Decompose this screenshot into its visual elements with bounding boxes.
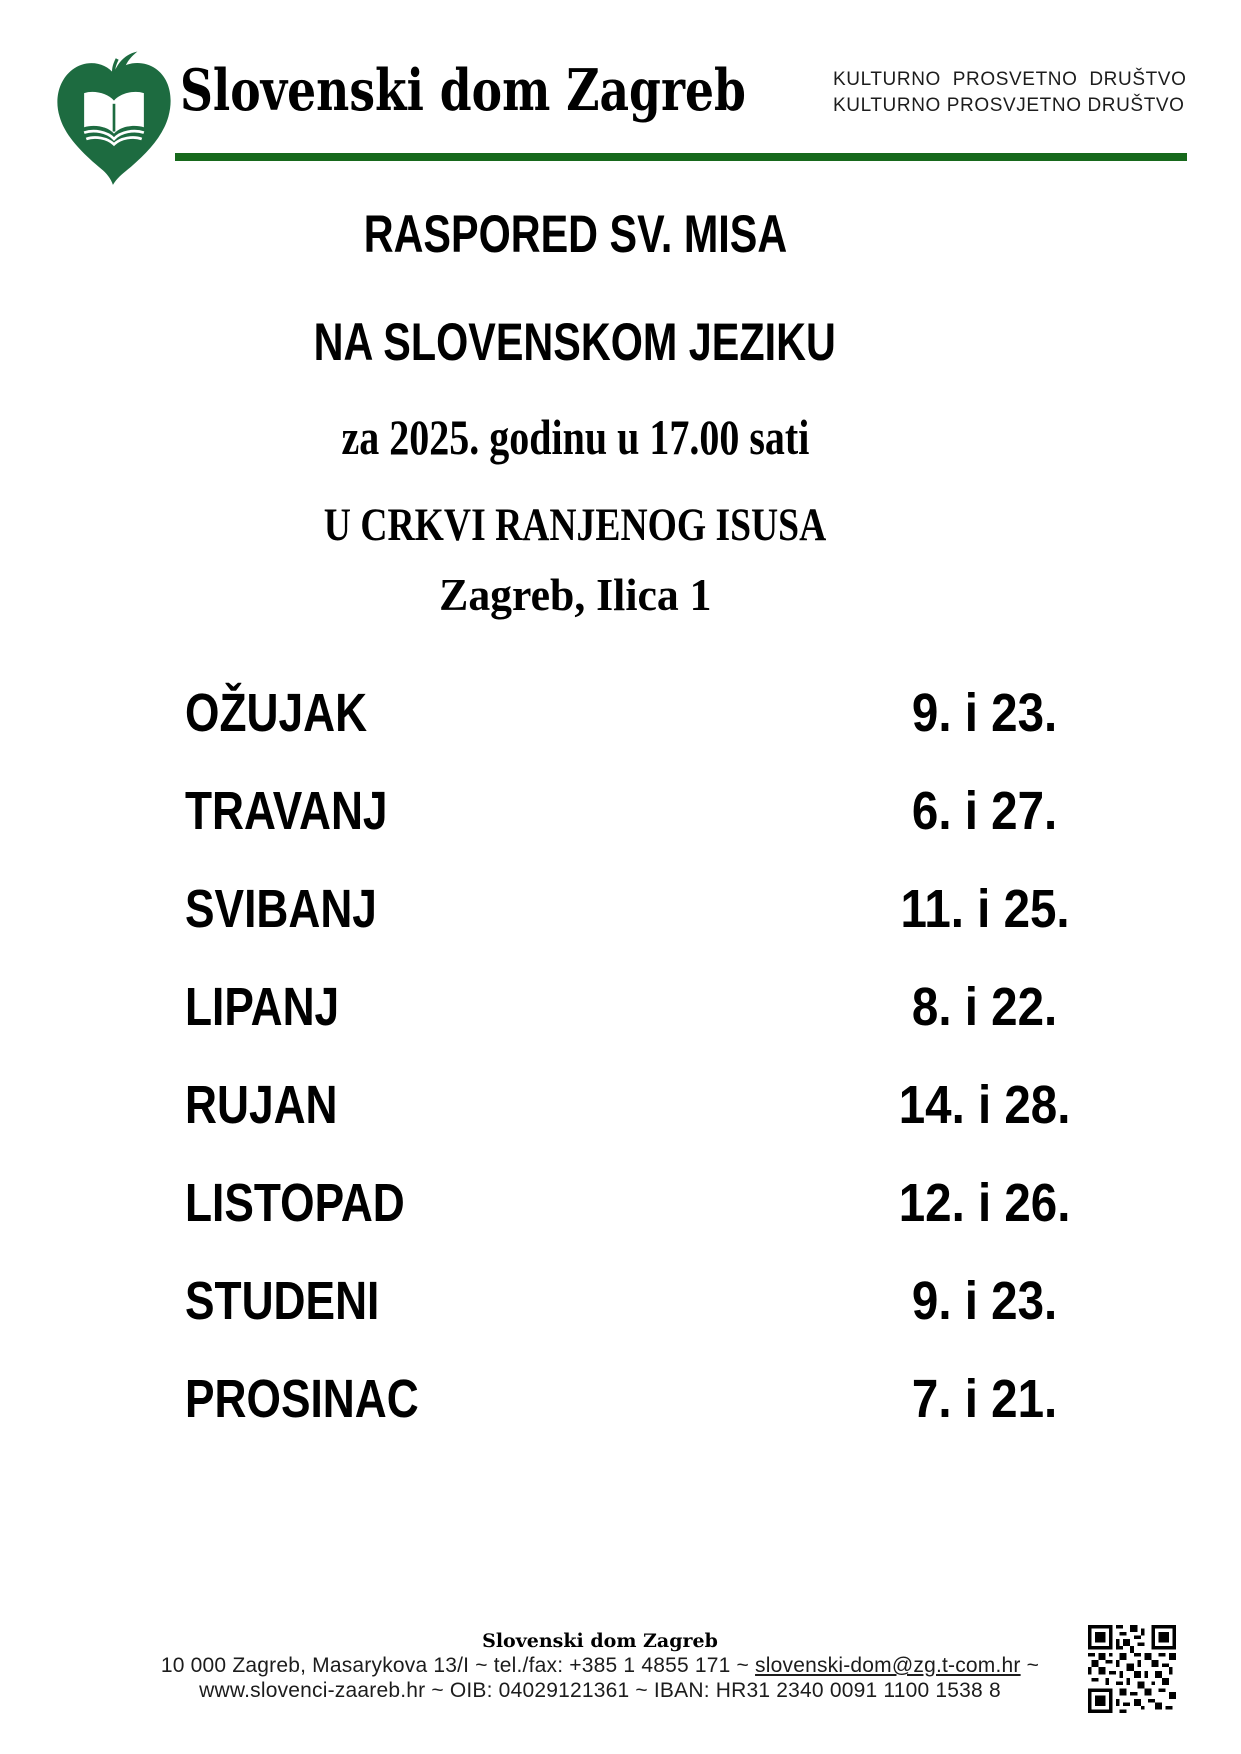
footer <box>0 1630 1200 1703</box>
doc-subtitle-church: U CRKVI RANJENOG ISUSA <box>323 499 827 551</box>
schedule-row <box>185 1056 1135 1154</box>
society-name-line2: KULTURNO PROSVJETNO DRUŠTVO <box>833 95 1185 116</box>
footer-address-line: 10 000 Zagreb, Masarykova 13/I ~ tel./fax: +385 1 4855 171 ~ slovenski-dom@zg.t-com.hr ~ <box>160 1654 1040 1677</box>
dates-value: 14. i 28. <box>899 1075 1071 1135</box>
dates-value: 8. i 22. <box>912 977 1058 1037</box>
dates-value: 12. i 26. <box>899 1173 1071 1233</box>
month-label: RUJAN <box>185 1075 338 1135</box>
month-label: TRAVANJ <box>185 781 388 841</box>
schedule-row <box>185 958 1135 1056</box>
month-label: OŽUJAK <box>185 683 368 743</box>
schedule-row <box>185 860 1135 958</box>
dates-value: 7. i 21. <box>912 1369 1058 1429</box>
society-name <box>833 67 1186 119</box>
schedule-list <box>185 664 1135 1448</box>
doc-subtitle-address: Zagreb, Ilica 1 <box>438 569 712 620</box>
society-name-line1: KULTURNO PROSVETNO DRUŠTVO <box>833 69 1187 90</box>
footer-email-link[interactable]: slovenski-dom@zg.t-com.hr <box>755 1654 1021 1677</box>
month-label: STUDENI <box>185 1271 380 1331</box>
dates-value: 9. i 23. <box>912 683 1058 743</box>
doc-title-line2: NA SLOVENSKOM JEZIKU <box>313 313 837 372</box>
dates-value: 9. i 23. <box>912 1271 1058 1331</box>
month-label: LIPANJ <box>185 977 340 1037</box>
month-label: PROSINAC <box>185 1369 419 1429</box>
doc-subtitle-year-time: za 2025. godinu u 17.00 sati <box>341 409 809 465</box>
schedule-row <box>185 762 1135 860</box>
month-label: SVIBANJ <box>185 879 377 939</box>
dates-value: 6. i 27. <box>912 781 1058 841</box>
footer-org-name: Slovenski dom Zagreb <box>482 1630 718 1652</box>
month-label: LISTOPAD <box>185 1173 405 1233</box>
dates-value: 11. i 25. <box>900 879 1070 939</box>
doc-title-line1: RASPORED SV. MISA <box>363 205 787 264</box>
leaf-book-logo-icon <box>50 48 178 198</box>
footer-info-line: www.slovenci-zaareb.hr ~ OIB: 04029121361 ~ IBAN: HR31 2340 0091 1100 1538 8 <box>199 1679 1001 1702</box>
org-title: Slovenski dom Zagreb <box>180 57 746 124</box>
schedule-row <box>185 1252 1135 1350</box>
schedule-row <box>185 664 1135 762</box>
schedule-row <box>185 1350 1135 1448</box>
green-rule-divider <box>175 153 1187 161</box>
qr-code-icon <box>1088 1622 1176 1716</box>
schedule-row <box>185 1154 1135 1252</box>
